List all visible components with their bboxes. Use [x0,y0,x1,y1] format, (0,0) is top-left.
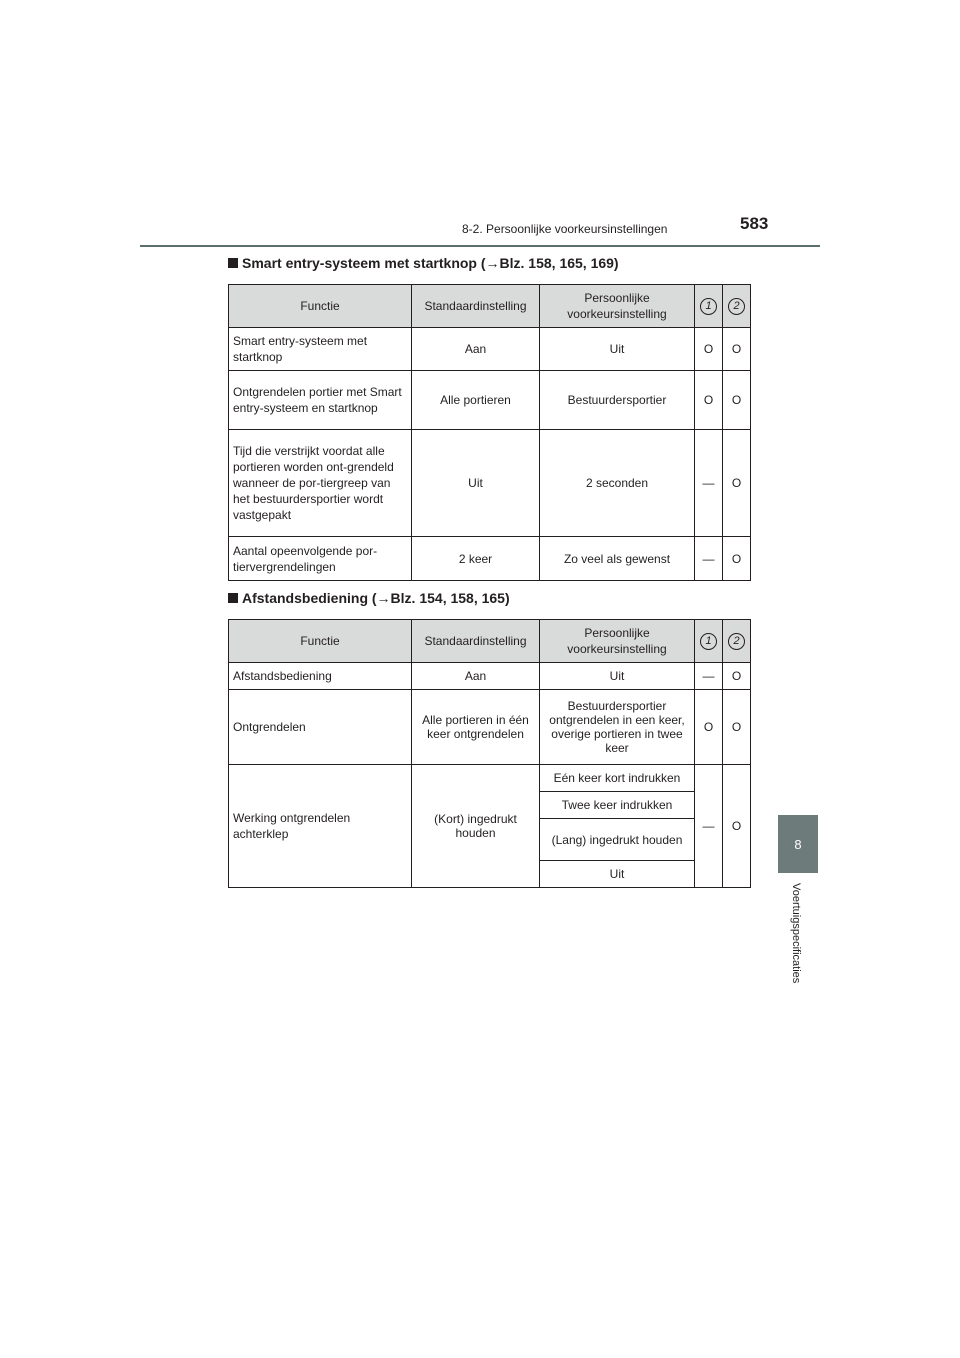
circled-number-1-icon: 1 [700,298,717,315]
col-header-method-2 [723,620,751,663]
chapter-tab-label: Voertuigspecificaties [790,883,802,984]
cell-method-2: O [723,690,751,765]
cell-personal: Bestuurdersportier ontgrendelen in een keer, overige portieren in twee keer [540,690,695,765]
cell-method-1: O [695,328,723,371]
cell-default: 2 keer [412,537,540,581]
cell-method-2: O [723,328,751,371]
cell-default: Alle portieren in één keer ontgrendelen [412,690,540,765]
cell-function: Ontgrendelen [229,690,412,765]
cell-function: Smart entry-systeem met startknop [229,328,412,371]
cell-personal: Bestuurdersportier [540,371,695,430]
cell-method-1: — [695,430,723,537]
cell-default: Alle portieren [412,371,540,430]
chapter-tab-number: 8 [794,836,802,852]
cell-method-2: O [723,371,751,430]
cell-method-1: — [695,765,723,888]
table-row [229,537,751,581]
section-title: Afstandsbediening (→Blz. 154, 158, 165) [242,590,510,606]
cell-function: Werking ontgrendelen achterklep [229,765,412,888]
cell-function: Afstandsbediening [229,663,412,690]
cell-function: Aantal opeenvolgende por-tiervergrendelingen [229,537,412,581]
section-title: Smart entry-systeem met startknop (→Blz. 158, 165, 169) [242,255,619,271]
cell-personal: Uit [540,328,695,371]
cell-personal: Uit [540,663,695,690]
col-header-default: Standaardinstelling [412,285,540,328]
section-bullet-icon [228,593,238,603]
cell-personal-option: Eén keer kort indrukken [540,765,695,792]
cell-default: (Kort) ingedrukt houden [412,765,540,888]
circled-number-2-icon: 2 [728,298,745,315]
chapter-tab[interactable] [778,815,818,873]
circled-number-2-icon: 2 [728,633,745,650]
cell-method-1: O [695,371,723,430]
col-header-method-1 [695,620,723,663]
cell-method-1: — [695,537,723,581]
table-row [229,371,751,430]
col-header-method-1 [695,285,723,328]
header-divider [140,245,820,247]
cell-personal-option: (Lang) ingedrukt houden [540,819,695,861]
col-header-method-2 [723,285,751,328]
col-header-function: Functie [229,620,412,663]
cell-function: Tijd die verstrijkt voordat alle portieren worden ont-grendeld wanneer de por-tiergreep van het bestuurdersportier wordt vastgepakt [229,430,412,537]
cell-personal-option: Twee keer indrukken [540,792,695,819]
cell-method-2: O [723,537,751,581]
table-header-row [229,620,751,663]
col-header-function: Functie [229,285,412,328]
cell-method-2: O [723,765,751,888]
running-header-section: 8-2. Persoonlijke voorkeursinstellingen [462,222,668,236]
page-number: 583 [740,214,769,233]
col-header-default: Standaardinstelling [412,620,540,663]
table-row [229,430,751,537]
table-header-row [229,285,751,328]
cell-personal-option: Uit [540,861,695,888]
cell-default: Aan [412,663,540,690]
cell-default: Aan [412,328,540,371]
table-row [229,765,751,792]
smart-entry-table [228,284,751,581]
cell-method-1: — [695,663,723,690]
section-bullet-icon [228,258,238,268]
cell-method-1: O [695,690,723,765]
cell-personal: 2 seconden [540,430,695,537]
col-header-personal: Persoonlijke voorkeursinstelling [540,285,695,328]
table-row [229,663,751,690]
cell-personal: Zo veel als gewenst [540,537,695,581]
circled-number-1-icon: 1 [700,633,717,650]
remote-control-table [228,619,751,888]
cell-default: Uit [412,430,540,537]
cell-method-2: O [723,430,751,537]
table-row [229,690,751,765]
col-header-personal: Persoonlijke voorkeursinstelling [540,620,695,663]
cell-method-2: O [723,663,751,690]
cell-function: Ontgrendelen portier met Smart entry-systeem en startknop [229,371,412,430]
section-heading-smart-entry [228,255,619,271]
table-row [229,328,751,371]
section-heading-remote [228,590,510,606]
